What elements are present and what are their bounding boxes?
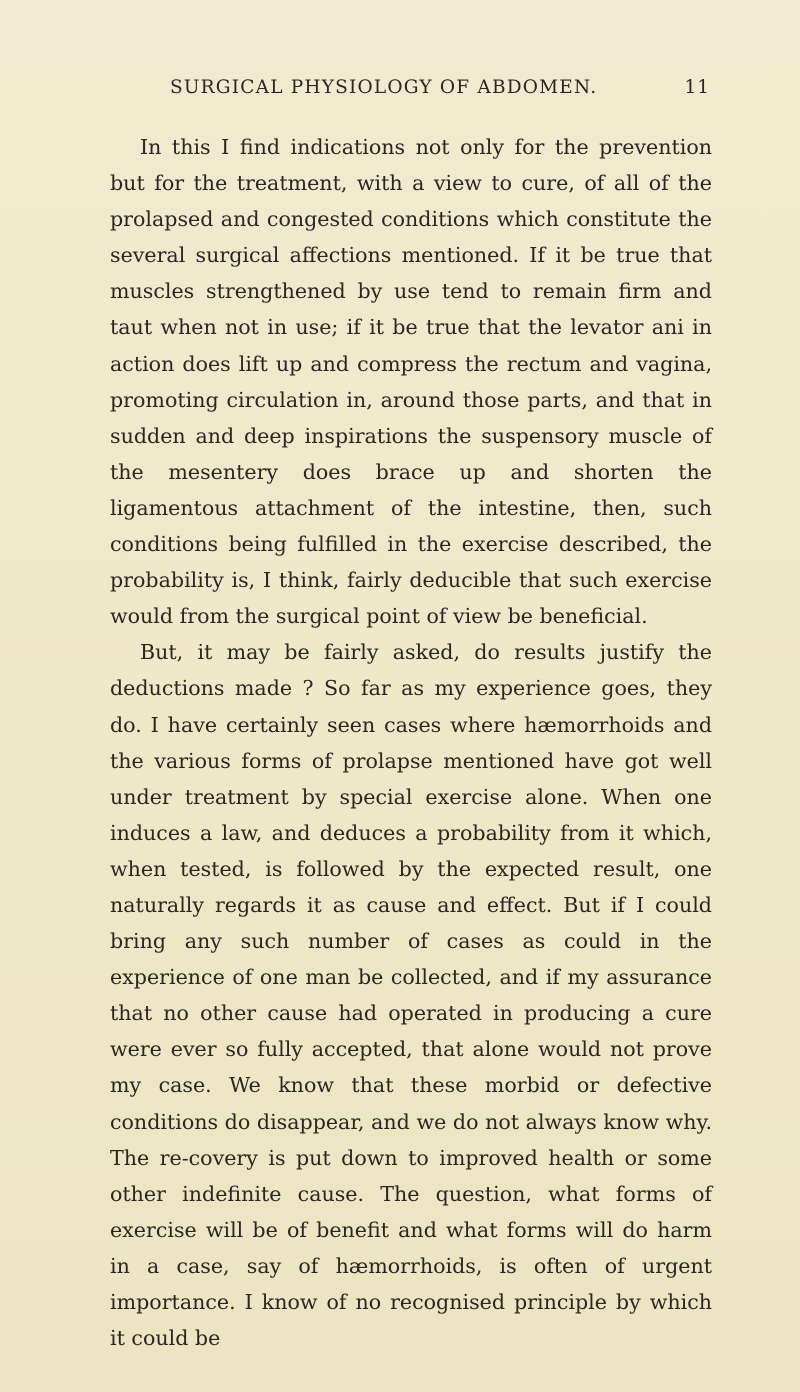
body-text [110, 129, 712, 1356]
running-title: SURGICAL PHYSIOLOGY OF ABDOMEN. [170, 77, 598, 98]
paragraph: But, it may be fairly asked, do results justify the deductions made ? So far as my experience goes, they do. I have certainly seen cases where hæmorrhoids and the various forms of prolapse mentioned have got well under treatment by special exercise alone. When one induces a law, and deduces a probability from it which, when tested, is followed by the expected result, one naturally regards it as cause and effect. But if I could bring any such number of cases as could in the experience of one man be collected, and if my assurance that no other cause had operated in producing a cure were ever so fully accepted, that alone would not prove my case. We know that these morbid or defective conditions do disappear, and we do not always know why. The re-covery is put down to improved health or some other indefinite cause. The question, what forms of exercise will be of benefit and what forms will do harm in a case, say of hæmorrhoids, is often of urgent importance. I know of no recognised principle by which it could be [110, 640, 712, 1351]
running-head [170, 77, 710, 105]
paragraph: In this I find indications not only for the prevention but for the treatment, with a view to cure, of all of the prolapsed and congested conditions which constitute the several surgical affections mentioned. If it be true that muscles strengthened by use tend to remain firm and taut when not in use; if it be true that the levator ani in action does lift up and compress the rectum and vagina, promoting circulation in, around those parts, and that in sudden and deep inspirations the suspensory muscle of the mesentery does brace up and shorten the ligamentous attachment of the intestine, then, such conditions being fulfilled in the exercise described, the probability is, I think, fairly deducible that such exercise would from the surgical point of view be beneficial. [110, 135, 712, 629]
page-number: 11 [684, 77, 710, 98]
